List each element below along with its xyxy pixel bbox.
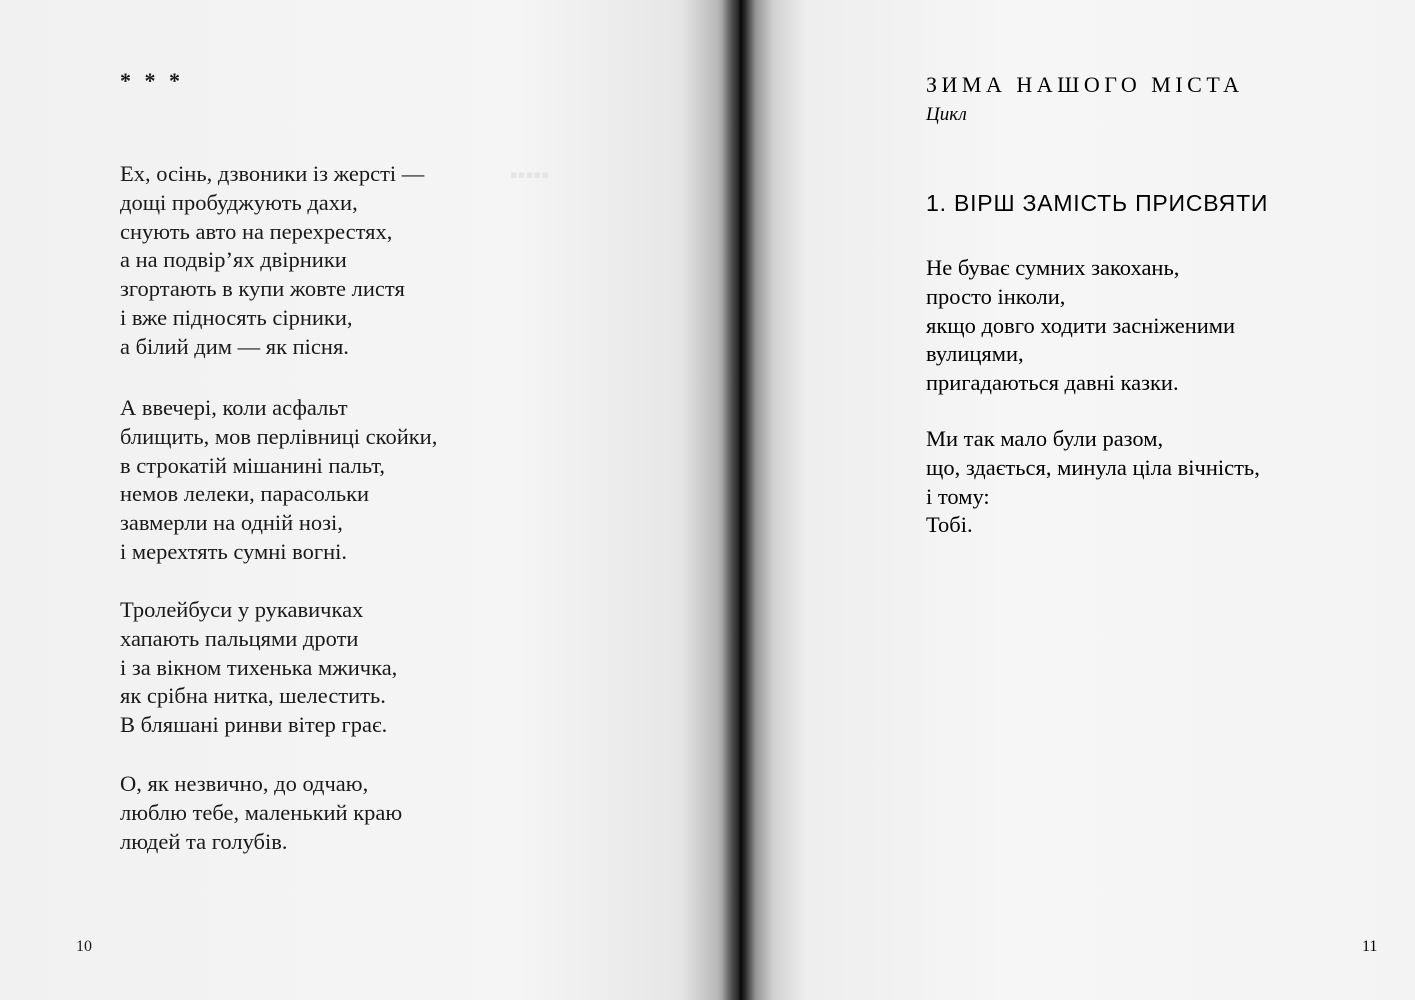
verse-line: Тобі.: [926, 512, 973, 538]
right-stanza-2: [926, 425, 1260, 540]
bleed-through-text: ▪▪▪▪▪: [510, 162, 549, 187]
stanza-3: [120, 596, 397, 740]
verse-line: людей та голубів.: [120, 828, 288, 854]
verse-line: в строкатій мішанині пальт,: [120, 452, 386, 478]
verse-line: пригадаються давні казки.: [926, 370, 1179, 396]
section-marker: * * *: [120, 68, 184, 93]
verse-line: якщо довго ходити засніженими: [926, 312, 1236, 338]
verse-line: і за вікном тихенька мжичка,: [120, 654, 398, 680]
verse-line: Не буває сумних закохань,: [926, 255, 1180, 280]
verse-line: як срібна нитка, шелестить.: [120, 683, 386, 709]
verse-line: а на подвір’ях двірники: [120, 247, 347, 273]
verse-line: завмерли на одній нозі,: [120, 510, 343, 536]
verse-line: згортають в купи жовте листя: [120, 276, 405, 302]
stanza-1: [120, 160, 424, 362]
stanza-4: [120, 770, 402, 856]
verse-line: і тому:: [926, 483, 990, 509]
verse-line: вулицями,: [926, 341, 1024, 367]
cycle-subtitle: Цикл: [926, 104, 967, 125]
page-number: 11: [1362, 938, 1378, 955]
verse-line: дощі пробуджують дахи,: [120, 189, 358, 215]
book-gutter: [722, 0, 756, 1000]
verse-line: А ввечері, коли асфальт: [120, 395, 348, 420]
verse-line: Ех, осінь, дзвоники із жерсті —: [120, 161, 425, 186]
verse-line: а білий дим — як пісня.: [120, 333, 349, 359]
verse-line: О, як незвично, до одчаю,: [120, 771, 369, 796]
verse-line: просто інколи,: [926, 283, 1066, 309]
verse-line: хапають пальцями дроти: [120, 625, 359, 651]
cycle-title: ЗИМА НАШОГО МІСТА: [926, 72, 1244, 97]
poem-title: 1. ВІРШ ЗАМІСТЬ ПРИСВЯТИ: [926, 190, 1269, 216]
verse-line: що, здається, минула ціла вічність,: [926, 454, 1260, 480]
verse-line: немов лелеки, парасольки: [120, 481, 370, 507]
verse-line: Ми так мало були разом,: [926, 426, 1164, 451]
verse-line: В бляшані ринви вітер грає.: [120, 712, 388, 738]
verse-line: і вже підносять сірники,: [120, 304, 353, 330]
verse-line: снують авто на перехрестях,: [120, 218, 393, 244]
verse-line: блищить, мов перлівниці скойки,: [120, 423, 438, 449]
stanza-2: [120, 394, 437, 567]
verse-line: люблю тебе, маленький краю: [120, 799, 403, 825]
verse-line: і мерехтять сумні вогні.: [120, 538, 347, 564]
page-number: 10: [76, 938, 92, 955]
verse-line: Тролейбуси у рукавичках: [120, 597, 364, 622]
right-stanza-1: [926, 254, 1235, 398]
